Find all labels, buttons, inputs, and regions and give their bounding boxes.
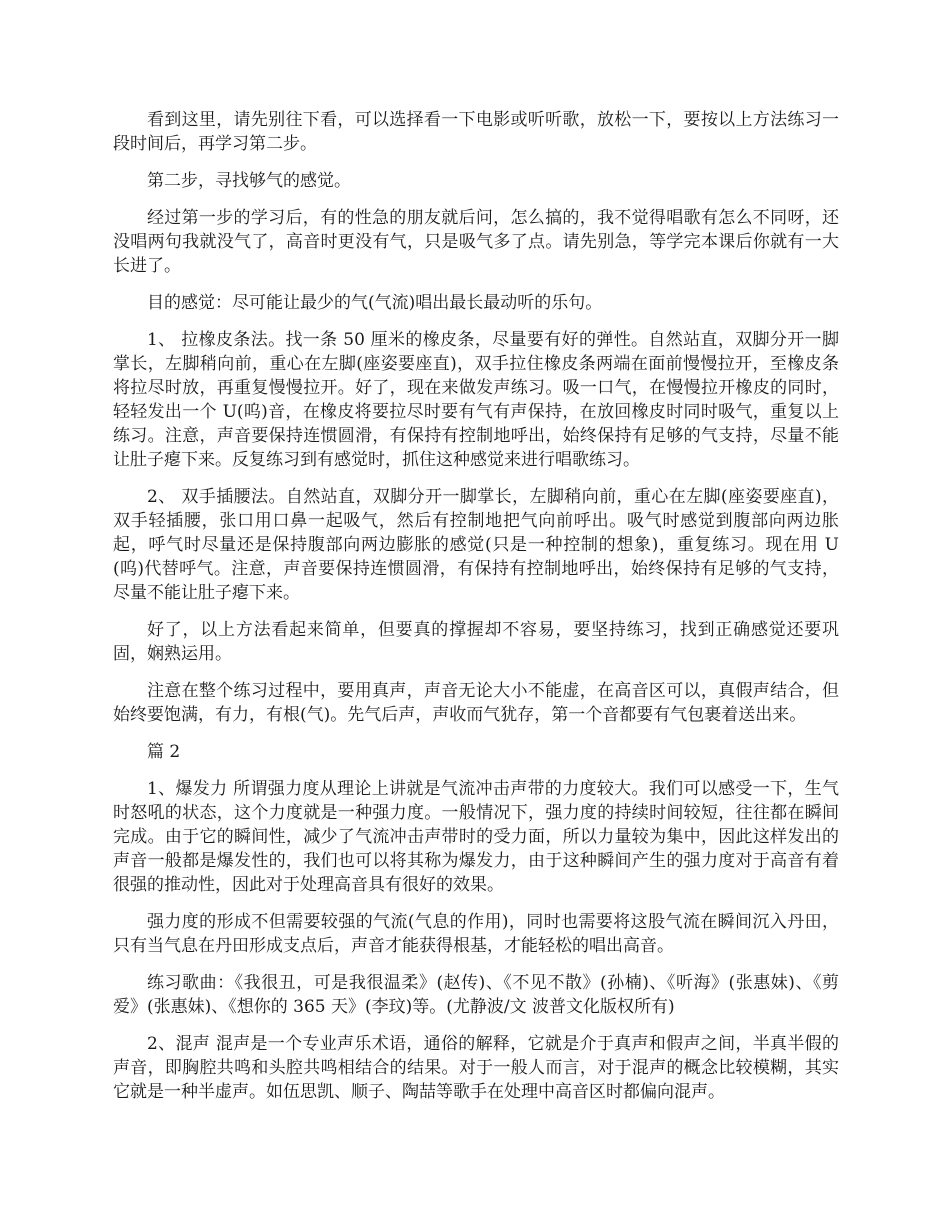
paragraph-rubber-band-method: 1、 拉橡皮条法。找一条 50 厘米的橡皮条，尽量要有好的弹性。自然站直，双脚分开一脚掌长，左脚稍向前，重心在左脚(座姿要座直)，双手拉住橡皮条两端在面前慢慢拉开，至橡皮条将拉尽时放，再重复慢慢拉开。好了，现在来做发声练习。吸一口气，在慢慢拉开橡皮的同时，轻轻发出一个 U(呜)音，在橡皮将要拉尽时要有气有声保持，在放回橡皮时同时吸气，重复以上练习。注意，声音要保持连惯圆滑，有保持有控制地呼出，始终保持有足够的气支持，尽量不能让肚子瘪下来。反复练习到有感觉时，抓住这种感觉来进行唱歌练习。 xyxy=(113,330,839,470)
paragraph-step-two-heading: 第二步，寻找够气的感觉。 xyxy=(147,171,351,191)
paragraph-persistence: 好了，以上方法看起来简单，但要真的撑握却不容易，要坚持练习，找到正确感觉还要巩固，娴熟运用。 xyxy=(113,620,839,664)
paragraph-step-two-intro: 经过第一步的学习后，有的性急的朋友就后问，怎么搞的，我不觉得唱歌有怎么不同呀，还没唱两句我就没气了，高音时更没有气，只是吸气多了点。请先别急，等学完本课后你就有一大长进了。 xyxy=(113,208,839,276)
paragraph-strength-formation: 强力度的形成不但需要较强的气流(气息的作用)，同时也需要将这股气流在瞬间沉入丹田，只有当气息在丹田形成支点后，声音才能获得根基，才能轻松的唱出高音。 xyxy=(113,912,839,956)
paragraph-practice-songs: 练习歌曲：《我很丑，可是我很温柔》(赵传)、《不见不散》(孙楠)、《听海》(张惠妹)、《剪爱》(张惠妹)、《想你的 365 天》(李玟)等。(尤静波/文 波普文化版权所有) xyxy=(113,973,839,1017)
paragraph-explosive-power: 1、爆发力 所谓强力度从理论上讲就是气流冲击声带的力度较大。我们可以感受一下，生气时怒吼的状态，这个力度就是一种强力度。一般情况下，强力度的持续时间较短，往往都在瞬间完成。由于它的瞬间性，减少了气流冲击声带时的受力面，所以力量较为集中，因此这样发出的声音一般都是爆发性的，我们也可以将其称为爆发力，由于这种瞬间产生的强力度对于高音有着很强的推动性，因此对于处理高音具有很好的效果。 xyxy=(113,779,839,895)
paragraph-attention: 注意在整个练习过程中，要用真声，声音无论大小不能虚，在高音区可以，真假声结合，但始终要饱满，有力，有根(气)。先气后声，声收而气犹存，第一个音都要有气包裹着送出来。 xyxy=(113,681,839,725)
paragraph-hands-on-waist-method: 2、 双手插腰法。自然站直，双脚分开一脚掌长，左脚稍向前，重心在左脚(座姿要座直)，双手轻插腰，张口用口鼻一起吸气，然后有控制地把气向前呼出。吸气时感觉到腹部向两边胀起，呼气时尽量还是保持腹部向两边膨胀的感觉(只是一种控制的想象)，重复练习。现在用 U(呜)代替呼气。注意，声音要保持连惯圆滑，有保持有控制地呼出，始终保持有足够的气支持，尽量不能让肚子瘪下来。 xyxy=(113,487,839,603)
paragraph-goal: 目的感觉：尽可能让最少的气(气流)唱出最长最动听的乐句。 xyxy=(147,293,603,313)
paragraph-intro-pause: 看到这里，请先别往下看，可以选择看一下电影或听听歌，放松一下，要按以上方法练习一段时间后，再学习第二步。 xyxy=(113,110,839,154)
paragraph-mixed-voice: 2、混声 混声是一个专业声乐术语，通俗的解释，它就是介于真声和假声之间，半真半假的声音，即胸腔共鸣和头腔共鸣相结合的结果。对于一般人而言，对于混声的概念比较模糊，其实它就是一种半虚声。如伍思凯、顺子、陶喆等歌手在处理中高音区时都偏向混声。 xyxy=(113,1034,839,1102)
section-heading-part-2: 篇 2 xyxy=(147,742,181,762)
document-body xyxy=(113,108,839,1117)
